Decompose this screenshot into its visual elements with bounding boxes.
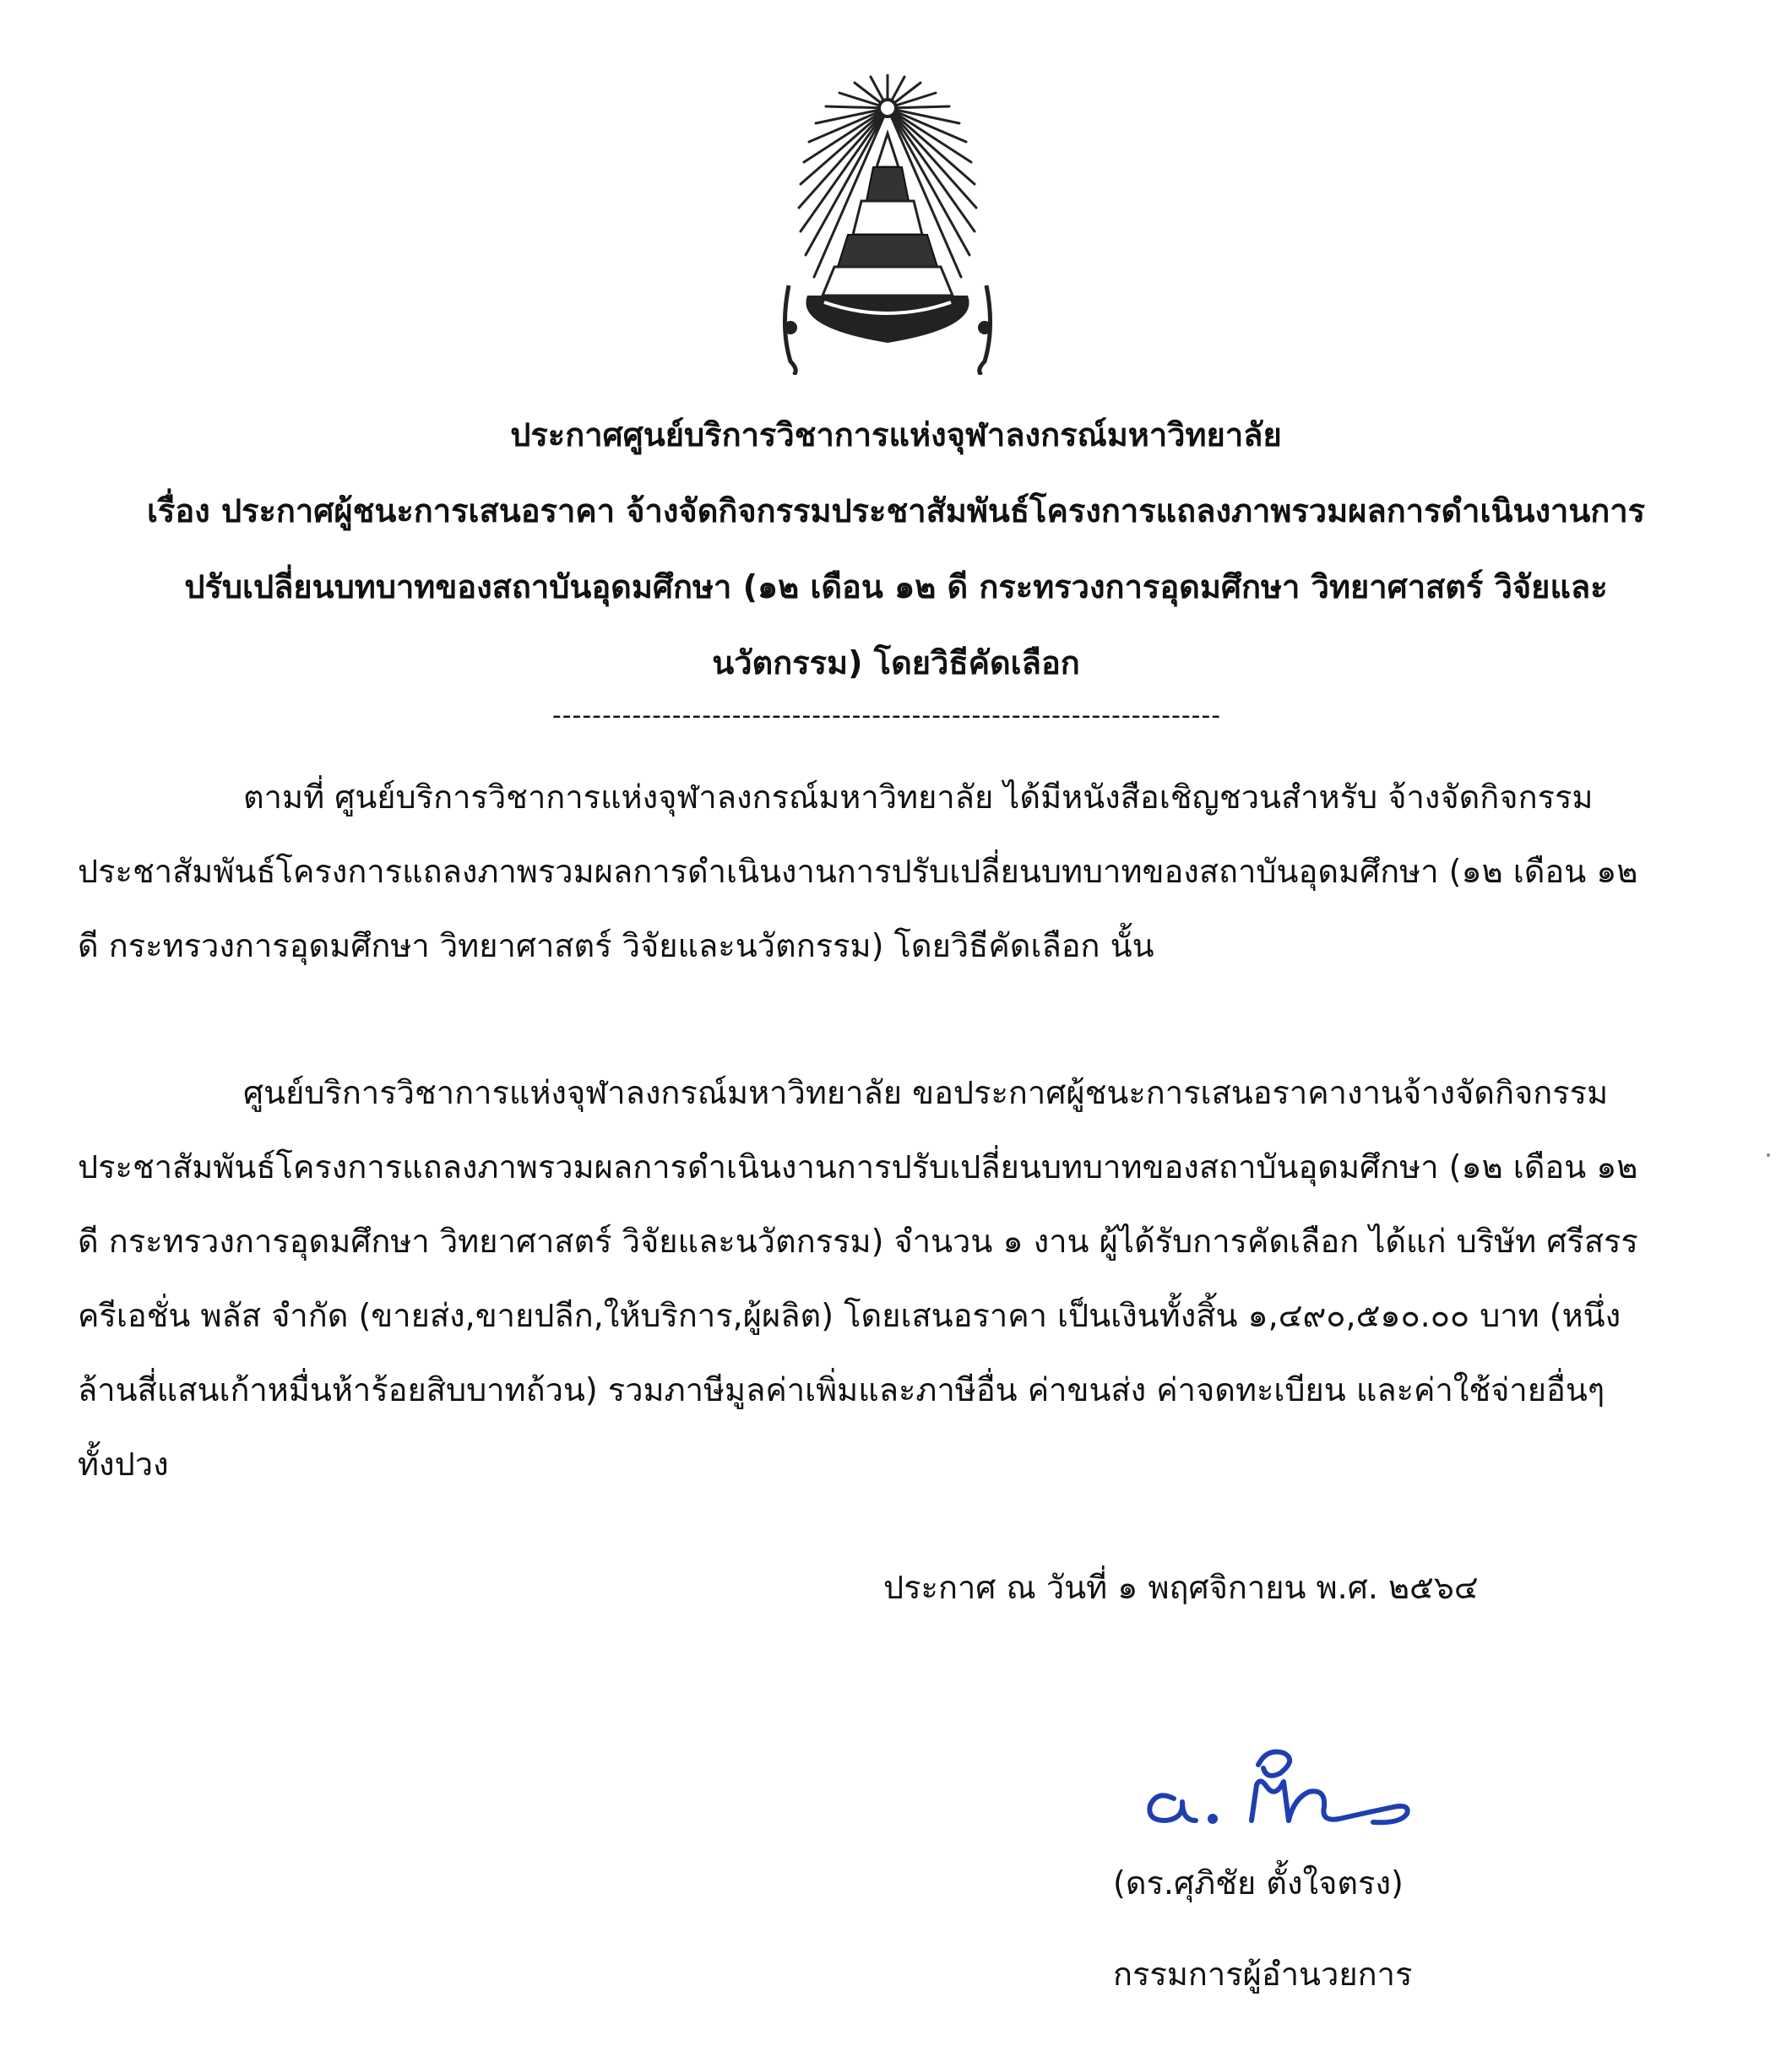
- university-emblem-icon: [774, 74, 1002, 375]
- heading-line-4: นวัตกรรม) โดยวิธีคัดเลือก: [712, 644, 1080, 681]
- paragraph-invitation: [78, 760, 1637, 983]
- scan-speck: [1767, 1153, 1770, 1157]
- paragraph2-line-1: ศูนย์บริการวิชาการแห่งจุฬาลงกรณ์มหาวิทยาลัย ขอประกาศผู้ชนะการเสนอราคางานจ้างจัดกิจกรรม: [243, 1074, 1609, 1111]
- signatory-name: (ดร.ศุภิชัย ตั้งใจตรง): [1113, 1864, 1404, 1902]
- paragraph2-line-3: ดี กระทรวงการอุดมศึกษา วิทยาศาสตร์ วิจัยและนวัตกรรม) จำนวน ๑ งาน ผู้ได้รับการคัดเลือก ได้แก่ บริษัท ศรีสรร: [78, 1223, 1638, 1260]
- heading-line-2: เรื่อง ประกาศผู้ชนะการเสนอราคา จ้างจัดกิจกรรมประชาสัมพันธ์โครงการแถลงภาพรวมผลการดำเนินงานการ: [146, 492, 1646, 529]
- announcement-date: ประกาศ ณ วันที่ ๑ พฤศจิกายน พ.ศ. ๒๕๖๔: [883, 1569, 1479, 1606]
- paragraph2-line-4: ครีเอชั่น พลัส จำกัด (ขายส่ง,ขายปลีก,ให้บริการ,ผู้ผลิต) โดยเสนอราคา เป็นเงินทั้งสิ้น ๑,๔๙๐,๕๑๐.๐๐ บาท (หนึ่ง: [78, 1297, 1621, 1334]
- announcement-heading: [51, 397, 1741, 701]
- paragraph2-line-6: ทั้งปวง: [78, 1446, 169, 1483]
- paragraph-winner: [78, 1055, 1638, 1501]
- signatory-title: กรรมการผู้อำนวยการ: [1113, 1956, 1413, 1993]
- paragraph1-line-3: ดี กระทรวงการอุดมศึกษา วิทยาศาสตร์ วิจัยและนวัตกรรม) โดยวิธีคัดเลือก นั้น: [78, 927, 1154, 964]
- paragraph1-line-1: ตามที่ ศูนย์บริการวิชาการแห่งจุฬาลงกรณ์มหาวิทยาลัย ได้มีหนังสือเชิญชวนสำหรับ จ้างจัดกิจกรรม: [243, 779, 1594, 816]
- paragraph1-line-2: ประชาสัมพันธ์โครงการแถลงภาพรวมผลการดำเนินงานการปรับเปลี่ยนบทบาทของสถาบันอุดมศึกษา (๑๒ เดือน ๑๒: [78, 853, 1638, 890]
- paragraph2-line-5: ล้านสี่แสนเก้าหมื่นห้าร้อยสิบบาทถ้วน) รวมภาษีมูลค่าเพิ่มและภาษีอื่น ค่าขนส่ง ค่าจดทะเบียน และค่าใช้จ่ายอื่นๆ: [78, 1371, 1605, 1408]
- separator-line: -------------------------------------------------------------------: [551, 701, 1222, 730]
- heading-line-3: ปรับเปลี่ยนบทบาทของสถาบันอุดมศึกษา (๑๒ เดือน ๑๒ ดี กระทรวงการอุดมศึกษา วิทยาศาสตร์ วิจัยและ: [184, 568, 1608, 605]
- heading-line-1: ประกาศศูนย์บริการวิชาการแห่งจุฬาลงกรณ์มหาวิทยาลัย: [510, 416, 1282, 453]
- handwritten-signature: [1140, 1739, 1419, 1832]
- paragraph2-line-2: ประชาสัมพันธ์โครงการแถลงภาพรวมผลการดำเนินงานการปรับเปลี่ยนบทบาทของสถาบันอุดมศึกษา (๑๒ เดือน ๑๒: [78, 1148, 1638, 1186]
